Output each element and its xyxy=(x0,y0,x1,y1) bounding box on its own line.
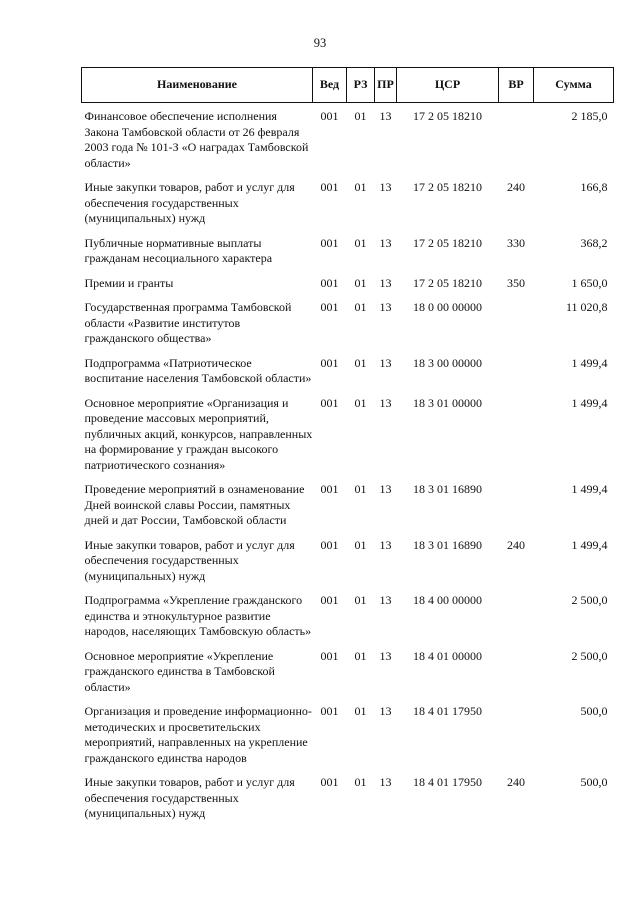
cell-rz: 01 xyxy=(354,355,367,370)
cell-ved: 001 xyxy=(320,593,339,607)
cell-csr: 18 0 00 00000 xyxy=(413,300,482,314)
header-name: Наименование xyxy=(82,68,313,103)
cell-csr: 17 2 05 18210 xyxy=(413,109,482,123)
cell-rz: 01 xyxy=(354,275,367,290)
cell-pr: 13 xyxy=(379,482,392,496)
budget-table xyxy=(81,67,614,831)
cell-ved: 001 xyxy=(320,482,339,496)
cell-sum: 2 500,0 xyxy=(571,648,608,663)
cell-csr: 18 3 01 00000 xyxy=(413,395,482,410)
cell-sum: 2 185,0 xyxy=(571,109,608,123)
cell-pr: 13 xyxy=(379,704,392,718)
cell-rz: 01 xyxy=(354,180,367,194)
cell-sum: 1 499,4 xyxy=(571,537,608,552)
cell-pr: 13 xyxy=(379,648,392,663)
table-row xyxy=(82,775,614,831)
cell-rz: 01 xyxy=(354,537,367,552)
cell-pr: 13 xyxy=(379,275,392,290)
cell-rz: 01 xyxy=(354,482,367,496)
cell-csr: 18 4 01 17950 xyxy=(413,775,482,789)
cell-csr: 17 2 05 18210 xyxy=(413,235,482,250)
cell-csr: 18 4 00 00000 xyxy=(413,593,482,607)
cell-sum: 166,8 xyxy=(580,180,608,194)
cell-ved: 001 xyxy=(320,275,339,290)
cell-rz: 01 xyxy=(354,704,367,718)
cell-name: Финансовое обеспечение исполнения Закона Тамбовской области от 26 февраля 2003 года № 101-З «О наградах Тамбовской области» xyxy=(84,109,309,170)
cell-name: Иные закупки товаров, работ и услуг для обеспечения государственных (муниципальных) нужд xyxy=(84,180,295,225)
cell-csr: 17 2 05 18210 xyxy=(413,180,482,194)
cell-csr: 18 4 01 00000 xyxy=(413,648,482,663)
header-csr: ЦСР xyxy=(397,68,499,103)
cell-csr: 18 3 00 00000 xyxy=(413,355,482,370)
table-row xyxy=(82,538,614,594)
table-body xyxy=(82,103,614,831)
cell-sum: 1 650,0 xyxy=(571,275,608,290)
cell-ved: 001 xyxy=(320,300,339,314)
table-row xyxy=(82,276,614,301)
table-row xyxy=(82,356,614,396)
cell-ved: 001 xyxy=(320,648,339,663)
cell-pr: 13 xyxy=(379,593,392,607)
cell-name: Основное мероприятие «Укрепление гражданского единства в Тамбовской области» xyxy=(84,648,275,694)
cell-pr: 13 xyxy=(379,180,392,194)
cell-vr: 240 xyxy=(507,537,525,552)
cell-pr: 13 xyxy=(379,300,392,314)
cell-name: Премии и гранты xyxy=(84,275,174,290)
cell-rz: 01 xyxy=(354,109,367,123)
cell-ved: 001 xyxy=(320,537,339,552)
cell-sum: 1 499,4 xyxy=(571,395,608,410)
page-number: 93 xyxy=(313,36,327,50)
cell-csr: 18 4 01 17950 xyxy=(413,704,482,718)
table-row xyxy=(82,396,614,483)
cell-vr: 350 xyxy=(507,275,525,290)
cell-sum: 1 499,4 xyxy=(571,355,608,370)
cell-name: Организация и проведение информационно-методических и просветительских мероприятий, направленных на укрепление гражданского единства народов xyxy=(84,704,312,765)
cell-csr: 18 3 01 16890 xyxy=(413,537,482,552)
table-row xyxy=(82,180,614,236)
cell-name: Основное мероприятие «Организация и проведение массовых мероприятий, публичных акций, конкурсов, направленных на формирование у граждан высокого патриотического сознания» xyxy=(84,395,313,472)
header-rz: РЗ xyxy=(347,68,375,103)
table-header xyxy=(82,68,614,103)
cell-vr xyxy=(499,356,534,396)
cell-csr: 18 3 01 16890 xyxy=(413,482,482,496)
cell-name: Публичные нормативные выплаты гражданам несоциального характера xyxy=(84,235,273,265)
header-sum: Сумма xyxy=(534,68,614,103)
cell-ved: 001 xyxy=(320,704,339,718)
cell-vr xyxy=(499,103,534,181)
cell-sum: 11 020,8 xyxy=(565,300,608,314)
cell-vr xyxy=(499,396,534,483)
cell-name: Иные закупки товаров, работ и услуг для обеспечения государственных (муниципальных) нужд xyxy=(84,775,295,820)
header-vr: ВР xyxy=(499,68,534,103)
cell-name: Проведение мероприятий в ознаменование Дней воинской славы России, памятных дней и дат России, Тамбовской области xyxy=(84,482,305,527)
cell-rz: 01 xyxy=(354,648,367,663)
table-row xyxy=(82,103,614,181)
cell-sum: 368,2 xyxy=(580,235,608,250)
table-row xyxy=(82,300,614,356)
cell-ved: 001 xyxy=(320,775,339,789)
cell-vr: 240 xyxy=(507,180,525,194)
cell-sum: 1 499,4 xyxy=(571,482,608,496)
cell-name: Государственная программа Тамбовской области «Развитие институтов гражданского общества» xyxy=(84,300,292,345)
cell-ved: 001 xyxy=(320,109,339,123)
cell-rz: 01 xyxy=(354,395,367,410)
cell-pr: 13 xyxy=(379,235,392,250)
cell-rz: 01 xyxy=(354,593,367,607)
cell-vr xyxy=(499,300,534,356)
header-pr: ПР xyxy=(375,68,397,103)
cell-pr: 13 xyxy=(379,775,392,789)
table-row xyxy=(82,236,614,276)
cell-rz: 01 xyxy=(354,300,367,314)
cell-vr xyxy=(499,593,534,649)
cell-vr xyxy=(499,482,534,538)
cell-csr: 17 2 05 18210 xyxy=(413,275,482,290)
cell-rz: 01 xyxy=(354,235,367,250)
cell-vr xyxy=(499,704,534,775)
cell-vr xyxy=(499,649,534,705)
cell-name: Подпрограмма «Патриотическое воспитание населения Тамбовской области» xyxy=(84,355,312,385)
table-row xyxy=(82,482,614,538)
cell-sum: 500,0 xyxy=(580,704,608,718)
cell-pr: 13 xyxy=(379,109,392,123)
cell-pr: 13 xyxy=(379,395,392,410)
header-ved: Вед xyxy=(313,68,347,103)
cell-ved: 001 xyxy=(320,235,339,250)
cell-ved: 001 xyxy=(320,180,339,194)
table-row xyxy=(82,649,614,705)
cell-rz: 01 xyxy=(354,775,367,789)
cell-ved: 001 xyxy=(320,355,339,370)
cell-vr: 240 xyxy=(507,775,525,789)
table-row xyxy=(82,593,614,649)
cell-pr: 13 xyxy=(379,537,392,552)
table-row xyxy=(82,704,614,775)
cell-sum: 500,0 xyxy=(580,775,608,789)
cell-name: Подпрограмма «Укрепление гражданского единства и этнокультурное развитие народов, населяющих Тамбовскую область» xyxy=(84,593,312,638)
cell-ved: 001 xyxy=(320,395,339,410)
cell-pr: 13 xyxy=(379,355,392,370)
cell-name: Иные закупки товаров, работ и услуг для обеспечения государственных (муниципальных) нужд xyxy=(84,537,295,583)
cell-sum: 2 500,0 xyxy=(571,593,608,607)
cell-vr: 330 xyxy=(507,235,525,250)
